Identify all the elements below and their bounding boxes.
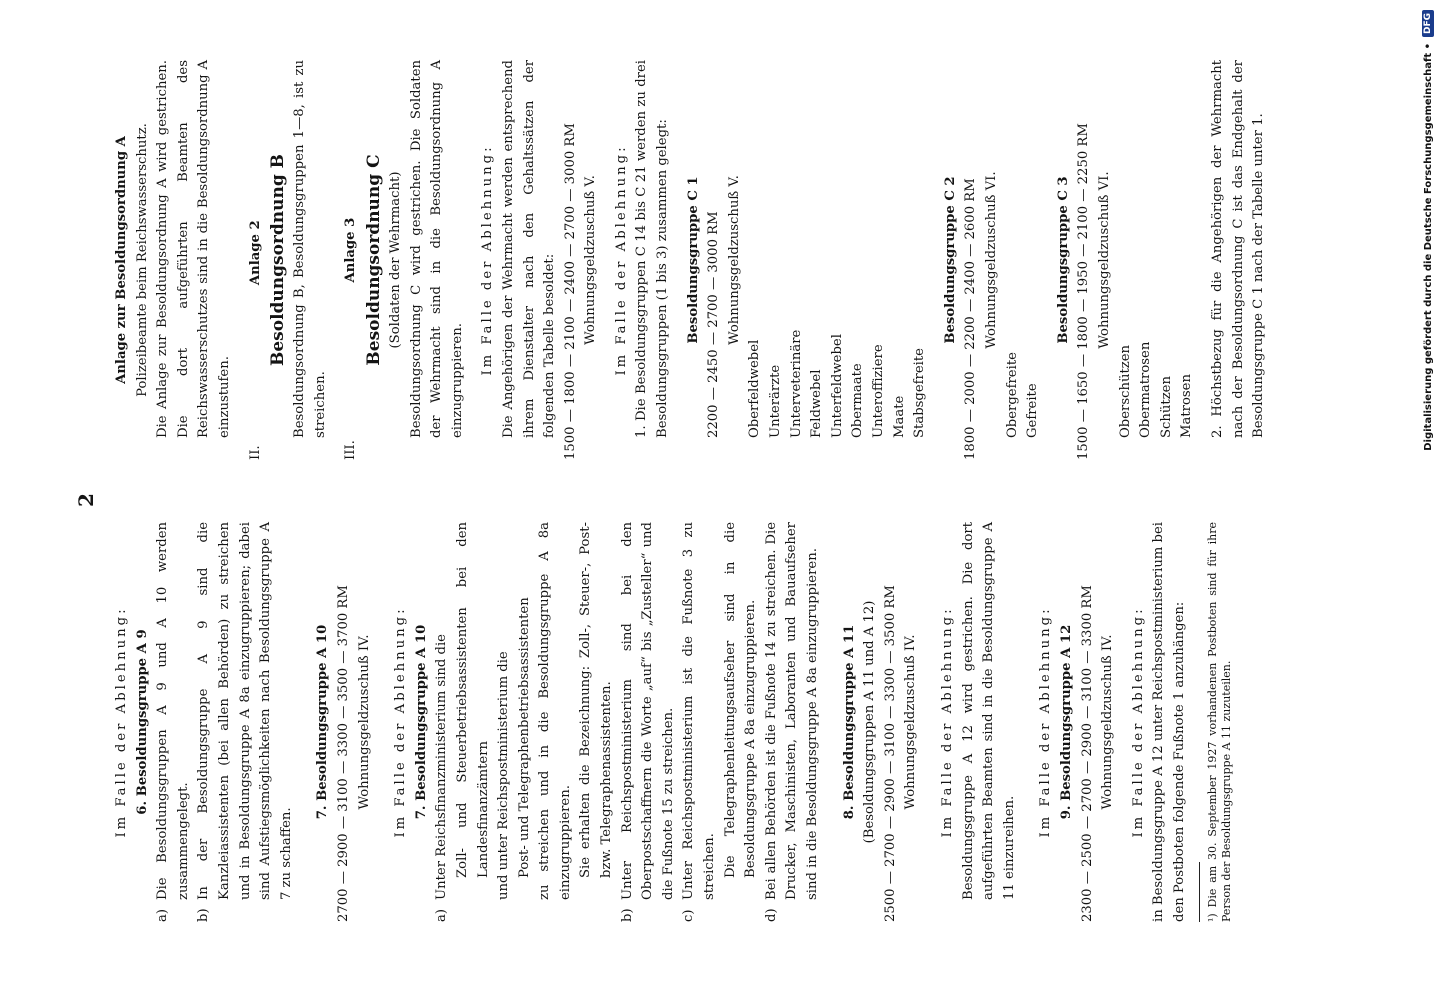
- left-column: [112, 522, 1234, 922]
- salary-scale: 1800 — 2000 — 2200 — 2400 — 2600 RM: [963, 178, 979, 460]
- housing-allowance: Wohnungsgeldzuschuß IV.: [903, 634, 919, 810]
- list-item: Unterveterinäre: [788, 329, 804, 438]
- rejection-clause: Im Falle der Ablehnung:: [1130, 606, 1146, 838]
- rank-list: [1003, 60, 1044, 460]
- housing-allowance: Wohnungsgeldzuschuß VI.: [1096, 171, 1112, 349]
- list-item: Obergefreite: [1004, 352, 1020, 438]
- list-item: Unteroffiziere: [871, 344, 886, 438]
- section-heading: 9. Besoldungsgruppe A 12: [1058, 624, 1074, 820]
- list-item: [618, 522, 680, 922]
- section-heading: Besoldungsgruppe C 1: [685, 176, 701, 344]
- salary-scale: 1500 — 1650 — 1800 — 1950 — 2100 — 2250 RM: [1076, 123, 1092, 460]
- paragraph: Post- und Telegraphenbetriebsassistenten: [516, 597, 532, 878]
- dfg-logo: DFG: [1422, 10, 1434, 37]
- paragraph: Die Besoldungsgruppen A 9 und A 10 werden zusammengelegt.: [155, 522, 191, 900]
- salary-scale: 2700 — 2900 — 3100 — 3300 — 3500 — 3700 RM: [335, 585, 351, 922]
- paragraph: Unter Reichspostministerium ist die Fußnote 3 zu streichen.: [681, 522, 718, 900]
- rejection-clause: Im Falle der Ablehnung:: [480, 144, 496, 376]
- paragraph: Besoldungsordnung B, Besoldungsgruppen 1—8, ist zu streichen.: [292, 60, 328, 438]
- list-item: Feldwebel: [809, 369, 825, 438]
- section-heading: Besoldungsordnung C: [363, 154, 384, 366]
- footnote-divider: [1199, 862, 1200, 922]
- list-item: [762, 522, 824, 922]
- paragraph: in Besoldungsgruppe A 12 unter Reichspostministerium bei den Postboten folgende Fußnote 1 anzuhängen:: [1151, 522, 1187, 922]
- item-label: a): [434, 908, 450, 922]
- housing-allowance: Wohnungsgeldzuschuß VI.: [983, 171, 999, 349]
- list-item: Stabsgefreite: [912, 348, 928, 438]
- digitization-note: [1416, 10, 1434, 451]
- paragraph: Die Angehörigen der Wehrmacht werden entsprechend ihrem Dienstalter nach den Gehaltssätzen der folgenden Tabelle besoldet:: [500, 60, 558, 438]
- paragraph: Besoldungsordnung C wird gestrichen. Die Soldaten der Wehrmacht sind in die Besoldungsordnung A einzugruppieren.: [408, 60, 465, 438]
- list-item: Schützen: [1158, 376, 1174, 438]
- paragraph: Zoll- und Steuerbetriebsassistenten bei den Landesfinanzämtern: [454, 522, 491, 878]
- section-heading: 8. Besoldungsgruppe A 11: [841, 624, 857, 820]
- section-heading: Besoldungsgruppe C 3: [1055, 176, 1071, 344]
- paragraph: Die Anlage zur Besoldungsordnung A wird gestrichen. Die dort aufgeführten Beamten des Reichswasserschutzes sind in die Besoldungsordnung A einzustufen.: [155, 60, 232, 438]
- footnote: ¹) Die am 30. September 1927 vorhandenen Postboten sind für ihre Person der Besoldungsgruppe A 11 zuzuteilen.: [1205, 522, 1233, 922]
- page-number: 2: [74, 493, 98, 507]
- right-column: [112, 60, 1270, 460]
- list-item: Unterfeldwebel: [829, 334, 845, 438]
- list-item: Unterärzte: [768, 364, 784, 438]
- section-heading: Besoldungsordnung B: [268, 153, 289, 367]
- section-subheading: Polizeibeamte beim Reichswasserschutz.: [134, 123, 150, 397]
- paragraph: In der Besoldungsgruppe A 9 sind die Kanzleiassistenten (bei allen Behörden) zu streichen und in Besoldungsgruppe A 8a einzugruppieren; dabei sind Aufstiegsmöglichkeiten nach Besoldungsgruppe A 7 zu schaffen.: [196, 522, 294, 900]
- section-subheading: (Besoldungsgruppen A 11 und A 12): [862, 600, 878, 844]
- item-label: b): [619, 908, 635, 922]
- paragraph: Unter Reichsfinanzministerium sind die: [434, 634, 450, 900]
- section-heading: Besoldungsgruppe C 2: [942, 176, 958, 344]
- list-item: Gefreite: [1025, 383, 1041, 438]
- rejection-clause: Im Falle der Ablehnung:: [1038, 606, 1054, 838]
- paragraph: Die Telegraphenleitungsaufseher sind in die Besoldungsgruppe A 8a einzugruppieren.: [722, 522, 759, 878]
- annex-label: Anlage 3: [343, 217, 359, 283]
- housing-allowance: Wohnungsgeldzuschuß V.: [583, 175, 599, 345]
- item-label: d): [763, 908, 779, 922]
- paragraph: Sie erhalten die Bezeichnung: Zoll-, Steuer-, Post- bzw. Telegraphenassistenten.: [578, 522, 615, 878]
- list-item: [679, 522, 720, 922]
- rank-list: [1116, 60, 1198, 460]
- list-item: Matrosen: [1179, 374, 1195, 438]
- salary-scale: 2300 — 2500 — 2700 — 2900 — 3100 — 3300 RM: [1079, 585, 1095, 922]
- list-item: [194, 522, 297, 922]
- list-item: [432, 522, 453, 922]
- list-item: Oberschützen: [1117, 344, 1133, 438]
- housing-allowance: Wohnungsgeldzuschuß IV.: [356, 634, 372, 810]
- list-item: Oberfeldwebel: [747, 339, 763, 438]
- list-item: [153, 522, 194, 922]
- roman-numeral: III.: [343, 440, 359, 460]
- section-heading: 7. Besoldungsgruppe A 10: [413, 624, 429, 820]
- roman-numeral: II.: [247, 445, 263, 460]
- list-item: Obermatrosen: [1138, 341, 1154, 438]
- annex-line: [341, 60, 362, 460]
- digitization-text: Digitalisierung gefördert durch die Deutsche Forschungsgemeinschaft •: [1422, 43, 1434, 451]
- item-label: c): [681, 909, 697, 922]
- paragraph: Unter Reichspostministerium sind bei den Oberpostschaffnern die Worte „auf“ bis „Zusteller“ und die Fußnote 15 zu streichen.: [619, 522, 676, 900]
- paragraph: 2. Höchstbezug für die Angehörigen der Wehrmacht nach der Besoldungsordnung C ist das Endgehalt der Besoldungsgruppe C 1 nach der Tabelle unter 1.: [1209, 60, 1267, 438]
- item-label: b): [196, 908, 212, 922]
- rejection-clause: Im Falle der Ablehnung:: [613, 144, 629, 376]
- annex-line: [246, 60, 267, 460]
- rejection-clause: Im Falle der Ablehnung:: [114, 606, 129, 838]
- paragraph: zu streichen und in die Besoldungsgruppe A 8a einzugruppieren.: [537, 522, 573, 900]
- section-heading: Anlage zur Besoldungsordnung A: [114, 136, 129, 384]
- rejection-clause: Im Falle der Ablehnung:: [939, 606, 955, 838]
- rejection-clause: Im Falle der Ablehnung:: [393, 606, 409, 838]
- section-heading: 6. Besoldungsgruppe A 9: [134, 629, 150, 815]
- paragraph: Bei allen Behörden ist die Fußnote 14 zu streichen. Die Drucker, Maschinisten, Laboranten und Bauaufseher sind in die Besoldungsgruppe A 8a einzugruppieren.: [763, 522, 820, 900]
- paragraph: Besoldungsgruppe A 12 wird gestrichen. Die dort aufgeführten Beamten sind in die Besoldungsgruppe A 11 einzureihen.: [960, 522, 1017, 900]
- annex-label: Anlage 2: [247, 220, 263, 286]
- salary-scale: 2200 — 2450 — 2700 — 3000 RM: [706, 211, 722, 438]
- list-item: Maate: [891, 395, 907, 438]
- rank-list: [745, 60, 930, 460]
- housing-allowance: Wohnungsgeldzuschuß V.: [726, 175, 742, 345]
- section-subheading: (Soldaten der Wehrmacht): [387, 171, 403, 349]
- housing-allowance: Wohnungsgeldzuschuß IV.: [1100, 634, 1116, 810]
- list-item: Obermaate: [850, 363, 866, 438]
- salary-scale: 1500 — 1800 — 2100 — 2400 — 2700 — 3000 RM: [562, 123, 578, 460]
- section-heading: 7. Besoldungsgruppe A 10: [315, 624, 331, 820]
- paragraph: und unter Reichspostministerium die: [496, 651, 512, 900]
- paragraph: 1. Die Besoldungsgruppen C 14 bis C 21 werden zu drei Besoldungsgruppen (1 bis 3) zusammen gelegt:: [634, 60, 671, 438]
- salary-scale: 2500 — 2700 — 2900 — 3100 — 3300 — 3500 RM: [882, 585, 898, 922]
- item-label: a): [155, 908, 171, 922]
